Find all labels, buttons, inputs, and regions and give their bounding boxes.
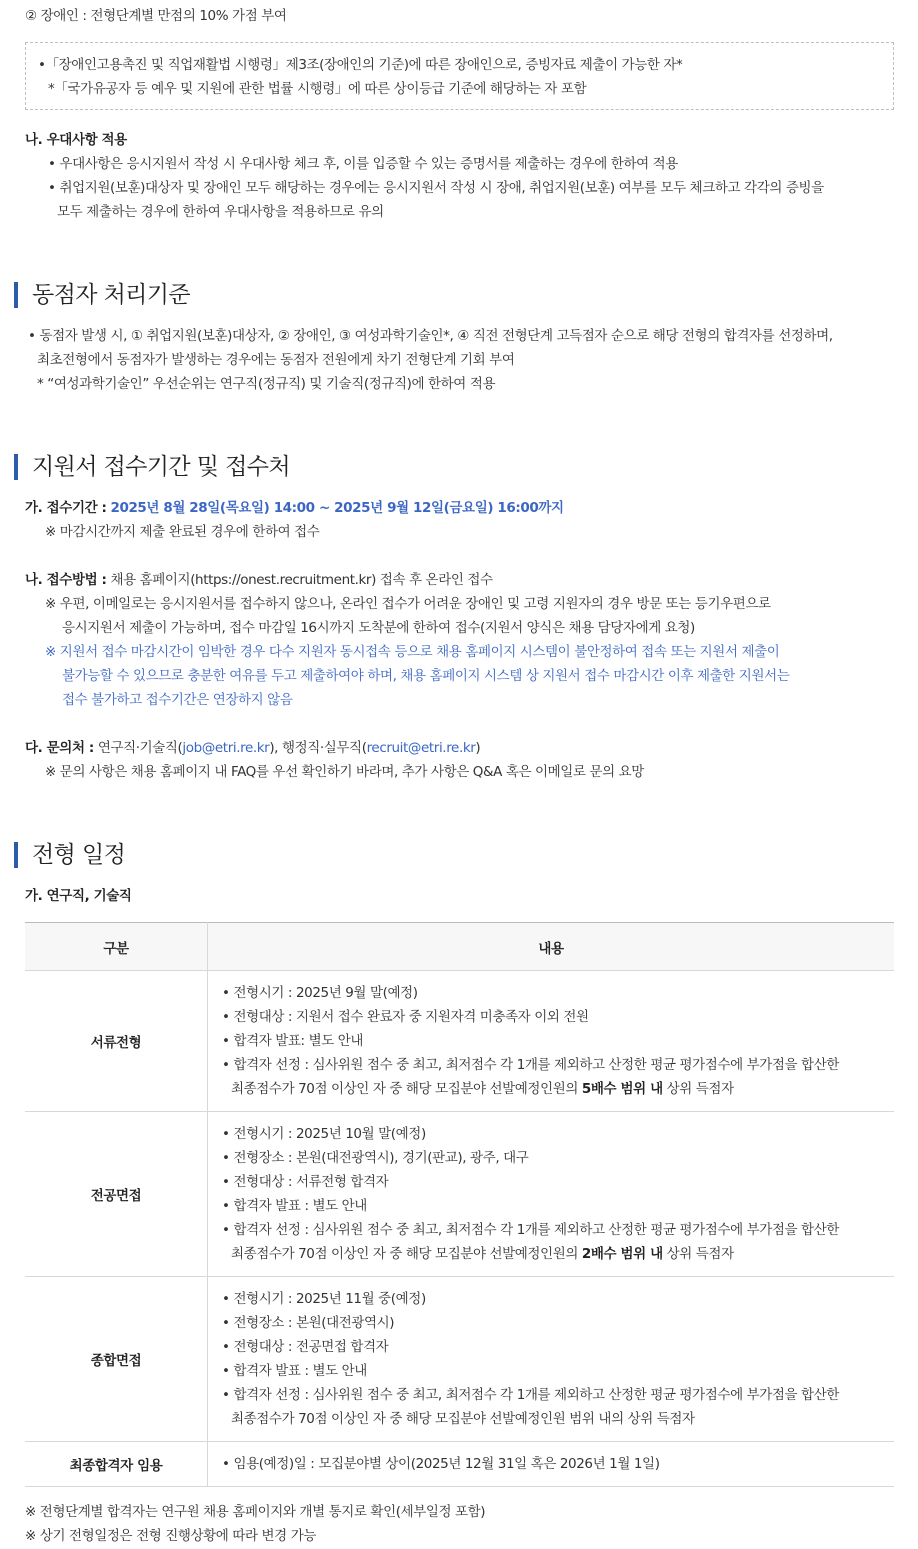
schedule-footnote: ※ 상기 전형일정은 전형 진행상황에 따라 변경 가능 bbox=[25, 1528, 316, 1544]
method-value: 채용 홈페이지(https://onest.recruitment.kr) 접속 후 온라인 접수 bbox=[110, 572, 493, 588]
disability-note-box bbox=[25, 42, 894, 110]
content-cell bbox=[208, 1277, 895, 1442]
contact-row bbox=[25, 736, 480, 760]
content-cell bbox=[208, 1442, 895, 1487]
header-content: 내용 bbox=[208, 923, 895, 971]
list-item-text: 최종점수가 70점 이상인 자 중 해당 모집분야 선발예정인원의 bbox=[231, 1246, 582, 1262]
schedule-footnote: ※ 전형단계별 합격자는 연구원 채용 홈페이지와 개별 통지로 확인(세부일정 포함) bbox=[25, 1504, 486, 1520]
table-header-row bbox=[25, 923, 894, 971]
note-line: *「국가유공자 등 예우 및 지원에 관한 법률 시행령」에 따른 상이등급 기준에 해당하는 자 포함 bbox=[48, 81, 587, 97]
list-item-text: 상위 득점자 bbox=[662, 1246, 734, 1262]
method-warning: 불가능할 수 있으므로 충분한 여유를 두고 제출하여야 하며, 채용 홈페이지 시스템 상 지원서 접수 마감시간 이후 제출한 지원서는 bbox=[62, 668, 790, 684]
list-item: • 전형대상 : 전공면접 합격자 bbox=[222, 1339, 389, 1355]
list-item: • 전형대상 : 지원서 접수 완료자 중 지원자격 미충족자 이외 전원 bbox=[222, 1009, 589, 1025]
tie-line: 최초전형에서 동점자가 발생하는 경우에는 동점자 전원에게 차기 전형단계 기회 부여 bbox=[37, 352, 515, 368]
emphasis-text: 2배수 범위 내 bbox=[581, 1246, 663, 1262]
list-item: • 전형장소 : 본원(대전광역시) bbox=[222, 1315, 395, 1331]
list-item: • 합격자 선정 : 심사위원 점수 중 최고, 최저점수 각 1개를 제외하고 산정한 평균 평가점수에 부가점을 합산한 bbox=[222, 1387, 839, 1403]
table-row bbox=[25, 1277, 894, 1442]
method-warning: 접수 불가하고 접수기간은 연장하지 않음 bbox=[62, 692, 293, 708]
list-item: • 전형장소 : 본원(대전광역시), 경기(판교), 광주, 대구 bbox=[222, 1150, 529, 1166]
table-row bbox=[25, 1442, 894, 1487]
method-warning: ※ 지원서 접수 마감시간이 임박한 경우 다수 지원자 동시접속 등으로 채용 홈페이지 시스템이 불안정하여 접속 또는 지원서 제출이 bbox=[45, 644, 780, 660]
list-item: • 전형시기 : 2025년 11월 중(예정) bbox=[222, 1291, 426, 1307]
schedule-table bbox=[25, 922, 894, 1487]
content-cell bbox=[208, 971, 895, 1112]
method-row bbox=[25, 568, 493, 592]
stage-cell: 최종합격자 임용 bbox=[25, 1442, 208, 1487]
list-item: • 합격자 발표: 별도 안내 bbox=[222, 1033, 364, 1049]
list-item: • 전형시기 : 2025년 9월 말(예정) bbox=[222, 985, 418, 1001]
contact-email-research[interactable]: job@etri.re.kr bbox=[182, 740, 270, 756]
stage-cell: 서류전형 bbox=[25, 971, 208, 1112]
list-item-text: 최종점수가 70점 이상인 자 중 해당 모집분야 선발예정인원의 bbox=[231, 1081, 582, 1097]
period-note: ※ 마감시간까지 제출 완료된 경우에 한하여 접수 bbox=[45, 524, 320, 540]
content-cell bbox=[208, 1112, 895, 1277]
stage-cell: 종합면접 bbox=[25, 1277, 208, 1442]
list-item: • 합격자 발표 : 별도 안내 bbox=[222, 1363, 367, 1379]
list-item: • 합격자 발표 : 별도 안내 bbox=[222, 1198, 367, 1214]
period-label: 가. 접수기간 : bbox=[25, 500, 107, 516]
list-item: • 전형시기 : 2025년 10월 말(예정) bbox=[222, 1126, 426, 1142]
list-item: • 합격자 선정 : 심사위원 점수 중 최고, 최저점수 각 1개를 제외하고 산정한 평균 평가점수에 부가점을 합산한 bbox=[222, 1057, 839, 1073]
tie-line: • 동점자 발생 시, ① 취업지원(보훈)대상자, ② 장애인, ③ 여성과학기술인*, ④ 직전 전형단계 고득점자 순으로 해당 전형의 합격자를 선정하며, bbox=[28, 328, 833, 344]
method-label: 나. 접수방법 : bbox=[25, 572, 107, 588]
list-item bbox=[222, 1242, 894, 1266]
period-value: 2025년 8월 28일(목요일) 14:00 ~ 2025년 9월 12일(금요일) 16:00까지 bbox=[110, 500, 564, 516]
list-item: • 임용(예정)일 : 모집분야별 상이(2025년 12월 31일 혹은 2026년 1월 1일) bbox=[222, 1456, 660, 1472]
preference-line: • 취업지원(보훈)대상자 및 장애인 모두 해당하는 경우에는 응시지원서 작성 시 장애, 취업지원(보훈) 여부를 모두 체크하고 각각의 증빙을 bbox=[48, 180, 824, 196]
preference-line: • 우대사항은 응시지원서 작성 시 우대사항 체크 후, 이를 입증할 수 있는 증명서를 제출하는 경우에 한하여 적용 bbox=[48, 156, 678, 172]
note-line: •「장애인고용촉진 및 직업재활법 시행령」제3조(장애인의 기준)에 따른 장애인으로, 증빙자료 제출이 가능한 자* bbox=[38, 57, 683, 73]
contact-note: ※ 문의 사항은 채용 홈페이지 내 FAQ를 우선 확인하기 바라며, 추가 사항은 Q&A 혹은 이메일로 문의 요망 bbox=[45, 764, 644, 780]
section-title-schedule: 전형 일정 bbox=[14, 842, 125, 868]
method-note: 응시지원서 제출이 가능하며, 접수 마감일 16시까지 도착분에 한하여 접수(지원서 양식은 채용 담당자에게 요청) bbox=[62, 620, 695, 636]
list-item bbox=[222, 1077, 894, 1101]
method-note: ※ 우편, 이메일로는 응시지원서를 접수하지 않으나, 온라인 접수가 어려운 장애인 및 고령 지원자의 경우 방문 또는 등기우편으로 bbox=[45, 596, 771, 612]
contact-label: 다. 문의처 : bbox=[25, 740, 94, 756]
list-item: 최종점수가 70점 이상인 자 중 해당 모집분야 선발예정인원 범위 내의 상위 득점자 bbox=[231, 1411, 695, 1427]
list-item-text: 상위 득점자 bbox=[662, 1081, 734, 1097]
table-row bbox=[25, 1112, 894, 1277]
list-item: • 전형대상 : 서류전형 합격자 bbox=[222, 1174, 389, 1190]
preference-heading: 나. 우대사항 적용 bbox=[25, 132, 127, 148]
contact-email-admin[interactable]: recruit@etri.re.kr bbox=[366, 740, 476, 756]
emphasis-text: 5배수 범위 내 bbox=[581, 1081, 663, 1097]
list-item: • 합격자 선정 : 심사위원 점수 중 최고, 최저점수 각 1개를 제외하고 산정한 평균 평가점수에 부가점을 합산한 bbox=[222, 1222, 839, 1238]
disability-bonus-line: ② 장애인 : 전형단계별 만점의 10% 가점 부여 bbox=[25, 8, 287, 24]
section-title-tie: 동점자 처리기준 bbox=[14, 282, 190, 308]
tie-line: * “여성과학기술인” 우선순위는 연구직(정규직) 및 기술직(정규직)에 한하여 적용 bbox=[37, 376, 496, 392]
header-stage: 구분 bbox=[25, 923, 208, 971]
stage-cell: 전공면접 bbox=[25, 1112, 208, 1277]
contact-text: 연구직·기술직( bbox=[97, 740, 183, 756]
contact-text: ) bbox=[475, 740, 481, 756]
contact-text: ), 행정직·실무직( bbox=[269, 740, 367, 756]
preference-line: 모두 제출하는 경우에 한하여 우대사항을 적용하므로 유의 bbox=[57, 204, 384, 220]
table-row bbox=[25, 971, 894, 1112]
period-row bbox=[25, 496, 564, 520]
section-title-application: 지원서 접수기간 및 접수처 bbox=[14, 454, 290, 480]
schedule-subtitle: 가. 연구직, 기술직 bbox=[25, 888, 132, 904]
